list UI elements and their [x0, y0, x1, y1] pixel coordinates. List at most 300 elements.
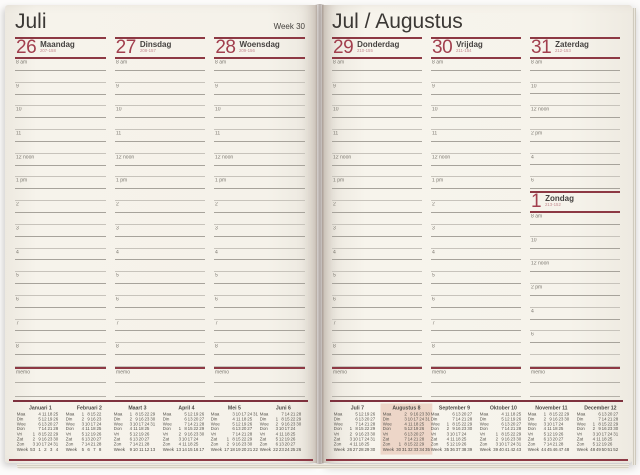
- half-hour-line: [115, 308, 206, 320]
- calendar-cell: 6: [86, 447, 90, 453]
- calendar-day-label: Week: [16, 447, 29, 453]
- day-column: [431, 37, 521, 397]
- calendar-cell: 7: [280, 412, 284, 417]
- calendar-cell: 11: [407, 422, 413, 427]
- calendar-cell: 26: [289, 437, 295, 442]
- calendar-cell: 43: [515, 447, 521, 453]
- calendar-cell: 12: [187, 412, 193, 417]
- half-hour-line: [431, 331, 521, 343]
- time-slot-label: 8 am: [432, 60, 444, 66]
- time-slot-line: [530, 237, 620, 249]
- calendar-cell: 19: [138, 432, 144, 437]
- memo-label-row: [115, 369, 206, 383]
- calendar-cell: 9: [355, 432, 358, 437]
- calendar-cell: 14: [187, 422, 193, 427]
- calendar-cell: 16: [90, 417, 96, 422]
- half-hour-line: [115, 355, 206, 367]
- calendar-cell: 29: [364, 447, 370, 453]
- calendar-cell: 6: [543, 437, 547, 442]
- calendar-cell: 22: [95, 412, 101, 417]
- calendar-cell: 30: [53, 437, 59, 442]
- calendar-cell: 26: [95, 432, 101, 437]
- half-hour-line: [332, 237, 422, 249]
- time-slot-label: 8: [333, 344, 336, 350]
- calendar-cell: 6: [38, 422, 41, 427]
- time-slot-label: 5: [333, 273, 336, 279]
- time-slot-label: 8 am: [531, 60, 543, 66]
- memo-section: [115, 367, 206, 397]
- time-slot-label: 4: [16, 249, 19, 255]
- calendar-cell: 11: [353, 442, 358, 448]
- week-number-row: [382, 448, 429, 453]
- week-number-row: [17, 448, 64, 453]
- calendar-cell: 31: [370, 437, 376, 442]
- calendar-cell: 27: [247, 427, 253, 432]
- calendar-cell: 22: [47, 432, 53, 437]
- calendar-cell: 31: [150, 422, 156, 427]
- calendar-day-label: Vri: [527, 432, 534, 437]
- week-number-row: [334, 448, 381, 453]
- calendar-cell: 9: [232, 442, 235, 448]
- calendar-cell: 5: [81, 432, 84, 437]
- week-number-row: [65, 448, 112, 453]
- time-slot-label: 1 pm: [115, 178, 127, 184]
- calendar-cell: 27: [352, 447, 358, 453]
- calendar-cell: 23: [192, 432, 198, 437]
- calendar-day-label: Din: [259, 417, 266, 422]
- half-hour-line: [530, 225, 620, 237]
- time-slot-label: 9: [215, 83, 219, 89]
- calendar-cell: 23: [278, 447, 284, 453]
- time-slot-label: 9: [432, 83, 435, 89]
- time-slot-line: [332, 154, 422, 166]
- calendar-cell: 9: [597, 427, 601, 432]
- calendar-day-label: Din: [113, 417, 121, 422]
- calendar-cell: 6: [129, 437, 133, 442]
- calendar-cell: 15: [407, 442, 413, 448]
- calendar-cell: 30: [150, 417, 156, 422]
- calendar-cell: 5: [500, 417, 504, 422]
- calendar-cell: 24: [144, 422, 150, 427]
- calendar-day-label: Zon: [162, 442, 170, 448]
- calendar-cell: 13: [150, 447, 156, 453]
- calendar-cell: 1: [38, 447, 41, 453]
- calendar-cell: 52: [612, 447, 618, 453]
- time-slot-line: [431, 177, 521, 189]
- calendar-day-label: Din: [479, 417, 486, 422]
- calendar-cell: 33: [412, 447, 418, 453]
- calendar-cell: 23: [95, 417, 101, 422]
- calendar-cell: 10: [181, 437, 187, 442]
- calendar-cell: 17: [284, 427, 290, 432]
- half-hour-line: [214, 308, 305, 320]
- day-columns: [15, 37, 305, 397]
- time-slot-line: [214, 225, 305, 237]
- calendar-day-label: Vri: [333, 432, 340, 437]
- memo-section: [530, 367, 620, 397]
- calendar-day-label: Din: [576, 417, 583, 422]
- calendar-cell: 4: [446, 437, 450, 442]
- calendar-cell: 5: [232, 422, 235, 427]
- calendar-cell: 19: [455, 442, 461, 448]
- calendar-cell: 28: [558, 442, 564, 448]
- calendar-day-label: Zat: [333, 437, 341, 442]
- calendar-cell: 3: [32, 442, 36, 448]
- time-slot-label: 4: [215, 249, 219, 255]
- time-slot-label: 5: [115, 273, 119, 279]
- half-hour-line: [214, 284, 305, 296]
- calendar-cell: 14: [84, 442, 90, 448]
- time-slot-label: 7: [16, 320, 19, 326]
- week-number-row: [431, 448, 478, 453]
- calendar-cell: 21: [364, 422, 370, 427]
- mini-calendar-title: September 9: [438, 405, 470, 411]
- calendar-cell: 13: [546, 437, 552, 442]
- calendar-cell: 23: [289, 422, 295, 427]
- book-spine: [315, 4, 324, 464]
- calendar-cell: 5: [592, 442, 595, 448]
- calendar-cell: 30: [395, 447, 401, 453]
- half-hour-line: [115, 142, 206, 154]
- calendar-day-label: Vri: [430, 432, 437, 437]
- calendar-day-label: Zat: [576, 437, 583, 442]
- calendar-cell: 1: [32, 432, 36, 437]
- calendar-cell: 9: [129, 447, 133, 453]
- calendar-cell: 31: [424, 417, 430, 422]
- time-slot-line: [214, 296, 305, 308]
- calendar-cell: 12: [407, 427, 413, 432]
- calendar-cell: 17: [552, 422, 558, 427]
- calendar-day-label: Zon: [65, 442, 73, 448]
- calendar-cell: 37: [455, 447, 461, 453]
- calendar-cell: 11: [504, 412, 510, 417]
- calendar-cell: 19: [47, 417, 53, 422]
- day-header: [530, 37, 620, 59]
- calendar-cell: 9: [86, 417, 90, 422]
- calendar-cell: 20: [364, 417, 370, 422]
- time-slot-line: [431, 154, 521, 166]
- time-slot-label: 10: [531, 237, 537, 243]
- calendar-cell: 5: [38, 417, 41, 422]
- time-slot-label: 4: [333, 249, 336, 255]
- time-slot-label: 8: [432, 344, 435, 350]
- calendar-cell: 2: [592, 427, 595, 432]
- calendar-cell: 47: [558, 447, 564, 453]
- time-slot-label: 8 am: [115, 60, 127, 66]
- time-slot-label: 2: [215, 202, 219, 208]
- calendar-cell: 4: [55, 447, 59, 453]
- memo-line: [431, 383, 521, 397]
- calendar-cell: 20: [47, 422, 53, 427]
- day-of-year: 208-157: [139, 49, 156, 54]
- time-slot-label: 7: [432, 320, 435, 326]
- day-name: Maandag: [40, 40, 75, 49]
- calendar-day-label: Maa: [259, 412, 268, 417]
- calendar-day-label: Maa: [65, 412, 74, 417]
- calendar-cell: 46: [552, 447, 558, 453]
- calendar-day-label: Woe: [65, 422, 75, 427]
- half-hour-line: [15, 166, 106, 178]
- mini-calendar-title: Januari 1: [29, 405, 52, 411]
- half-hour-line: [15, 355, 106, 367]
- calendar-cell: 14: [601, 417, 607, 422]
- mini-calendar-title: Maart 3: [128, 405, 147, 411]
- calendar-cell: 12: [595, 442, 601, 448]
- calendar-cell: 40: [498, 447, 504, 453]
- calendar-day-label: Week: [333, 447, 346, 453]
- calendar-cell: 10: [84, 422, 90, 427]
- calendar-cell: 13: [278, 442, 284, 448]
- calendar-cell: 24: [364, 437, 370, 442]
- calendar-day-label: Don: [527, 427, 536, 432]
- day-header: [15, 37, 106, 59]
- calendar-cell: 10: [235, 412, 241, 417]
- half-hour-line: [115, 118, 206, 130]
- time-slot-line: [15, 201, 106, 213]
- diary-page-right: [322, 5, 632, 463]
- time-slot-label: 3: [215, 225, 219, 231]
- calendar-cell: 30: [370, 432, 376, 437]
- calendar-cell: 18: [552, 427, 558, 432]
- calendar-day-label: Zon: [16, 442, 25, 448]
- calendar-day-label: Maa: [576, 412, 585, 417]
- calendar-cell: 2: [129, 417, 133, 422]
- calendar-cell: 18: [138, 427, 144, 432]
- calendar-cell: 14: [284, 412, 290, 417]
- calendar-cell: 17: [412, 417, 418, 422]
- calendar-cell: 18: [47, 412, 53, 417]
- time-grid: [15, 59, 106, 367]
- calendar-cell: 15: [90, 412, 96, 417]
- time-slot-label: 11: [215, 131, 221, 137]
- calendar-cell: 25: [289, 432, 295, 437]
- memo-line: [530, 383, 620, 397]
- divider-rule: [330, 400, 623, 402]
- calendar-cell: 6: [275, 442, 278, 448]
- memo-section: [332, 367, 422, 397]
- calendar-cell: 22: [272, 447, 278, 453]
- calendar-cell: 3: [232, 412, 235, 417]
- time-slot-line: [431, 59, 521, 71]
- half-hour-line: [431, 308, 521, 320]
- time-slot-label: 9: [115, 83, 119, 89]
- calendar-cell: 30: [467, 427, 473, 432]
- calendar-cell: 28: [612, 417, 618, 422]
- calendar-cell: 3: [543, 422, 547, 427]
- week-number-label: Week 30: [273, 22, 305, 31]
- half-hour-line: [15, 260, 106, 272]
- calendar-cell: 4: [543, 427, 547, 432]
- calendar-cell: 2: [81, 417, 84, 422]
- calendar-cell: 30: [295, 422, 301, 427]
- memo-label: memo: [115, 370, 130, 376]
- time-slot-line: [214, 249, 305, 261]
- calendar-day-label: Don: [113, 427, 122, 432]
- calendar-day-label: Maa: [162, 412, 171, 417]
- time-grid: [530, 59, 620, 189]
- calendar-cell: 5: [129, 432, 133, 437]
- half-hour-line: [115, 260, 206, 272]
- calendar-cell: 21: [606, 417, 612, 422]
- week-number-row: [211, 448, 258, 453]
- time-slot-label: 2 pm: [531, 130, 543, 137]
- mini-calendar: [576, 405, 625, 453]
- half-hour-line: [530, 343, 620, 355]
- calendar-cell: 9: [183, 432, 187, 437]
- calendar-cell: 2: [403, 412, 407, 417]
- time-slot-label: 10: [115, 107, 122, 113]
- calendar-day-label: Woe: [430, 422, 440, 427]
- calendar-cell: 19: [241, 422, 247, 427]
- calendar-day-label: Din: [210, 417, 218, 422]
- calendar-cell: 28: [95, 442, 101, 448]
- calendar-cell: 18: [455, 437, 461, 442]
- half-hour-line: [332, 166, 422, 178]
- day-number: 29: [333, 37, 354, 58]
- calendar-day-label: Zon: [479, 442, 487, 448]
- calendar-cell: 15: [455, 422, 461, 427]
- calendar-cell: 24: [192, 437, 198, 442]
- calendar-cell: 18: [187, 442, 193, 448]
- calendar-cell: 20: [192, 417, 198, 422]
- memo-label-row: [530, 369, 620, 383]
- calendar-cell: 28: [295, 412, 301, 417]
- calendar-cell: 28: [144, 442, 150, 448]
- calendar-cell: 28: [418, 437, 424, 442]
- calendar-cell: 12: [278, 437, 284, 442]
- calendar-day-label: Woe: [479, 422, 489, 427]
- half-hour-line: [332, 260, 422, 272]
- calendar-day-label: Week: [210, 447, 223, 453]
- calendar-cell: 31: [612, 432, 618, 437]
- calendar-day-label: Week: [65, 447, 77, 453]
- calendar-cell: 9: [280, 422, 284, 427]
- calendar-cell: 21: [247, 447, 253, 453]
- calendar-cell: 9: [38, 437, 41, 442]
- day-of-year: 212-153: [555, 49, 572, 54]
- calendar-cell: 21: [509, 427, 515, 432]
- half-hour-line: [214, 260, 305, 272]
- day-meta: [140, 39, 172, 55]
- half-hour-line: [431, 166, 521, 178]
- memo-line: [115, 383, 206, 397]
- calendar-cell: 4: [81, 427, 84, 432]
- calendar-cell: 7: [81, 442, 84, 448]
- memo-label: memo: [333, 370, 348, 376]
- calendar-cell: 5: [81, 447, 84, 453]
- memo-label: memo: [16, 370, 31, 376]
- calendar-cell: 23: [509, 437, 515, 442]
- calendar-cell: 26: [53, 417, 59, 422]
- time-slot-label: 6: [333, 296, 336, 302]
- calendar-cell: 26: [558, 432, 564, 437]
- calendar-cell: 24: [509, 442, 515, 448]
- time-slot-line: [214, 59, 305, 71]
- calendar-cell: 4: [592, 437, 595, 442]
- day-meta: [456, 39, 483, 55]
- time-slot-label: 12 noon: [16, 154, 35, 160]
- half-hour-line: [332, 118, 422, 130]
- time-slot-line: [214, 272, 305, 284]
- time-slot-line: [214, 343, 305, 355]
- calendar-cell: 1: [81, 412, 84, 417]
- calendar-cell: 17: [138, 422, 144, 427]
- calendar-day-label: Zon: [333, 442, 342, 448]
- half-hour-line: [214, 95, 305, 107]
- half-hour-line: [332, 284, 422, 296]
- calendar-cell: 21: [412, 437, 418, 442]
- calendar-cell: 7: [543, 442, 547, 448]
- calendar-cell: 1: [592, 422, 595, 427]
- calendar-day-label: Din: [16, 417, 24, 422]
- calendar-cell: 22: [241, 437, 247, 442]
- calendar-day-label: Maa: [210, 412, 220, 417]
- calendar-cell: 25: [247, 417, 253, 422]
- calendar-cell: 15: [552, 412, 558, 417]
- calendar-day-label: Week: [259, 447, 271, 453]
- time-slot-label: 11: [333, 131, 339, 137]
- half-hour-line: [332, 95, 422, 107]
- memo-label: memo: [215, 370, 230, 376]
- calendar-day-label: Maa: [527, 412, 537, 417]
- calendar-day-label: Vri: [210, 432, 217, 437]
- mini-calendar-title: Juli 7: [350, 405, 365, 411]
- half-hour-line: [115, 95, 206, 107]
- half-hour-line: [214, 331, 305, 343]
- time-slot-label: 2: [16, 202, 19, 208]
- day-number: 26: [16, 37, 37, 58]
- time-slot-line: [332, 225, 422, 237]
- calendar-cell: 18: [412, 422, 418, 427]
- calendar-cell: 29: [564, 412, 570, 417]
- calendar-cell: 2: [543, 417, 547, 422]
- half-hour-line: [332, 308, 422, 320]
- half-hour-line: [115, 331, 206, 343]
- calendar-day-label: Maa: [479, 412, 488, 417]
- calendar-cell: 21: [461, 417, 467, 422]
- time-slot-line: [530, 130, 620, 142]
- day-name: Donderdag: [357, 40, 400, 49]
- half-hour-line: [214, 142, 305, 154]
- calendar-cell: 30: [612, 427, 618, 432]
- calendar-cell: 23: [144, 417, 150, 422]
- time-slot-line: [332, 201, 422, 213]
- half-hour-line: [530, 320, 620, 332]
- calendar-cell: 13: [175, 447, 181, 453]
- calendar-cell: 27: [144, 437, 150, 442]
- calendar-cell: 23: [461, 427, 467, 432]
- time-slot-label: 8 am: [16, 60, 28, 66]
- time-grid: [115, 59, 206, 367]
- time-slot-label: 8 am: [215, 60, 227, 66]
- calendar-cell: 38: [461, 447, 467, 453]
- calendar-cell: 27: [467, 412, 473, 417]
- calendar-cell: 20: [509, 422, 515, 427]
- calendar-cell: 2: [226, 442, 230, 448]
- calendar-cell: 4: [275, 432, 278, 437]
- time-slot-line: [530, 260, 620, 272]
- memo-line: [214, 383, 305, 397]
- calendar-day-label: Vri: [16, 432, 23, 437]
- calendar-day-label: Vri: [162, 432, 168, 437]
- time-slot-label: 10: [333, 107, 339, 113]
- time-slot-label: 10: [432, 107, 438, 113]
- time-slot-label: 12 noon: [531, 261, 550, 267]
- calendar-cell: 22: [558, 412, 564, 417]
- calendar-cell: 21: [192, 422, 198, 427]
- calendar-cell: 18: [509, 412, 515, 417]
- mini-calendar-strip: [333, 405, 621, 458]
